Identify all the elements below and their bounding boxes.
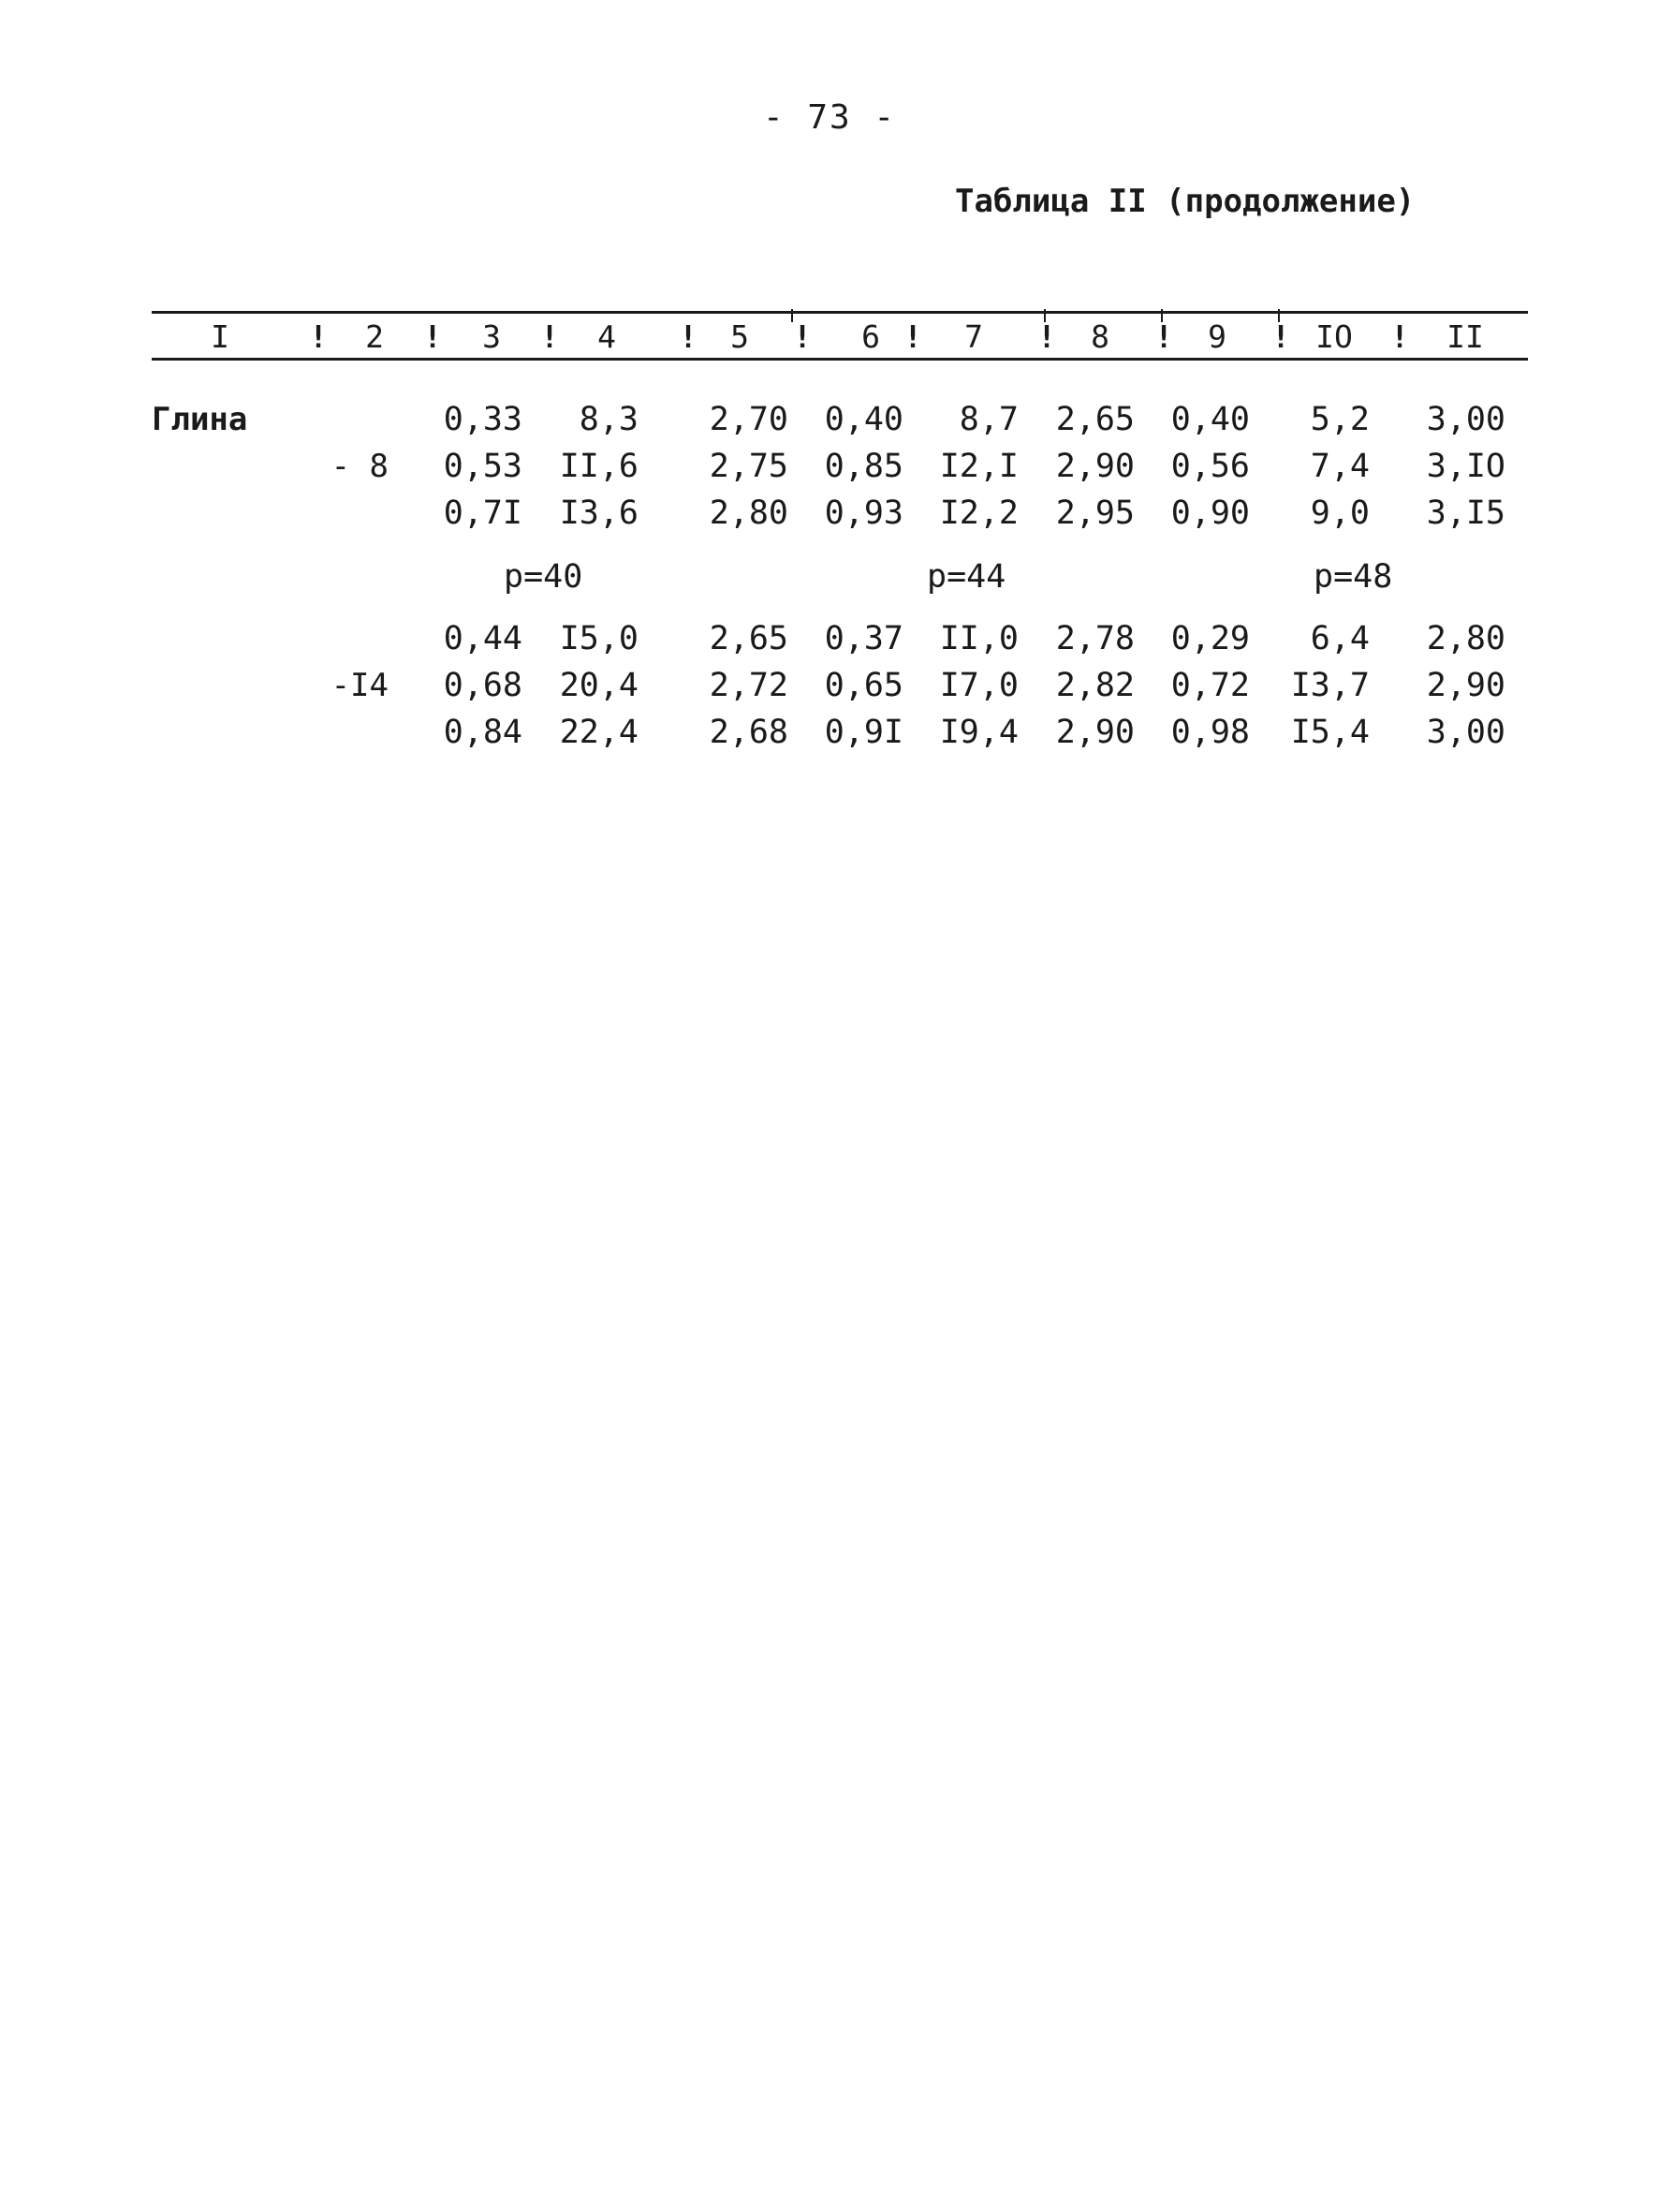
table-cell: 0,44 — [443, 620, 522, 657]
table-cell: 0,9I — [824, 714, 903, 751]
table-cell: 2,68 — [709, 714, 788, 751]
table-cell: I2,2 — [939, 494, 1019, 532]
header-col-2: 2 — [365, 318, 384, 355]
table-cell: 2,65 — [1055, 401, 1135, 438]
table-cell: 0,85 — [824, 448, 903, 485]
table-cell: 0,33 — [443, 401, 522, 438]
header-separator: ! — [309, 318, 328, 355]
table-cell: I5,0 — [559, 620, 639, 657]
header-col-6: 6 — [861, 318, 880, 355]
table-cell: 9,0 — [1310, 494, 1370, 532]
table-cell: 0,72 — [1170, 667, 1250, 704]
table-cell: 6,4 — [1310, 620, 1370, 657]
table-cell: 2,80 — [709, 494, 788, 532]
header-separator: ! — [679, 318, 697, 355]
table-cell: 2,90 — [1055, 448, 1135, 485]
header-col-1: I — [211, 318, 229, 355]
table-cell: 8,7 — [959, 401, 1019, 438]
table-cell: 0,68 — [443, 667, 522, 704]
table-header-rule — [152, 358, 1528, 361]
pressure-label: p=44 — [927, 558, 1006, 596]
group-parameter: - 8 — [330, 448, 389, 485]
rule-tick — [1278, 309, 1280, 322]
table-cell: I7,0 — [939, 667, 1019, 704]
table-cell: 8,3 — [579, 401, 639, 438]
table-cell: 0,98 — [1170, 714, 1250, 751]
table-cell: I3,6 — [559, 494, 639, 532]
page-number: - 73 - — [762, 98, 897, 137]
table-cell: 0,37 — [824, 620, 903, 657]
rule-tick — [1044, 309, 1046, 322]
header-separator: ! — [793, 318, 812, 355]
header-col-10: IO — [1315, 318, 1353, 355]
header-separator: ! — [903, 318, 922, 355]
table-cell: 0,7I — [443, 494, 522, 532]
header-col-11: II — [1446, 318, 1484, 355]
header-col-7: 7 — [964, 318, 983, 355]
table-cell: I5,4 — [1290, 714, 1370, 751]
header-separator: ! — [423, 318, 442, 355]
table-cell: 0,40 — [1170, 401, 1250, 438]
table-cell: 2,90 — [1055, 714, 1135, 751]
header-separator: ! — [540, 318, 559, 355]
header-separator: ! — [1154, 318, 1173, 355]
table-cell: 0,90 — [1170, 494, 1250, 532]
table-cell: 0,29 — [1170, 620, 1250, 657]
group-parameter: -I4 — [330, 667, 389, 704]
table-cell: I3,7 — [1290, 667, 1370, 704]
table-cell: 3,IO — [1426, 448, 1505, 485]
header-separator: ! — [1390, 318, 1409, 355]
table-cell: 0,93 — [824, 494, 903, 532]
table-cell: 0,84 — [443, 714, 522, 751]
pressure-label: p=40 — [504, 558, 583, 596]
table-cell: 2,78 — [1055, 620, 1135, 657]
header-col-8: 8 — [1091, 318, 1109, 355]
table-cell: 7,4 — [1310, 448, 1370, 485]
rule-tick — [1161, 309, 1163, 322]
table-cell: I9,4 — [939, 714, 1019, 751]
rule-tick — [791, 309, 793, 322]
pressure-label: p=48 — [1314, 558, 1393, 596]
header-col-9: 9 — [1208, 318, 1226, 355]
table-cell: 3,00 — [1426, 714, 1505, 751]
table-cell: 5,2 — [1310, 401, 1370, 438]
table-cell: 2,70 — [709, 401, 788, 438]
table-cell: 2,90 — [1426, 667, 1505, 704]
header-col-5: 5 — [730, 318, 749, 355]
table-cell: 20,4 — [559, 667, 639, 704]
table-cell: I2,I — [939, 448, 1019, 485]
table-cell: 2,82 — [1055, 667, 1135, 704]
table-cell: 0,53 — [443, 448, 522, 485]
table-cell: 2,80 — [1426, 620, 1505, 657]
table-cell: 0,40 — [824, 401, 903, 438]
table-cell: 3,00 — [1426, 401, 1505, 438]
table-cell: 0,65 — [824, 667, 903, 704]
table-cell: II,0 — [939, 620, 1019, 657]
header-separator: ! — [1271, 318, 1290, 355]
header-separator: ! — [1037, 318, 1056, 355]
table-cell: 22,4 — [559, 714, 639, 751]
header-col-4: 4 — [597, 318, 616, 355]
table-cell: 2,65 — [709, 620, 788, 657]
table-cell: 2,72 — [709, 667, 788, 704]
table-cell: 3,I5 — [1426, 494, 1505, 532]
header-col-3: 3 — [482, 318, 501, 355]
table-cell: 0,56 — [1170, 448, 1250, 485]
table-cell: 2,95 — [1055, 494, 1135, 532]
table-cell: 2,75 — [709, 448, 788, 485]
table-caption: Таблица II (продолжение) — [955, 183, 1416, 220]
table-cell: II,6 — [559, 448, 639, 485]
material-label: Глина — [152, 401, 248, 438]
table-top-rule — [152, 311, 1528, 314]
